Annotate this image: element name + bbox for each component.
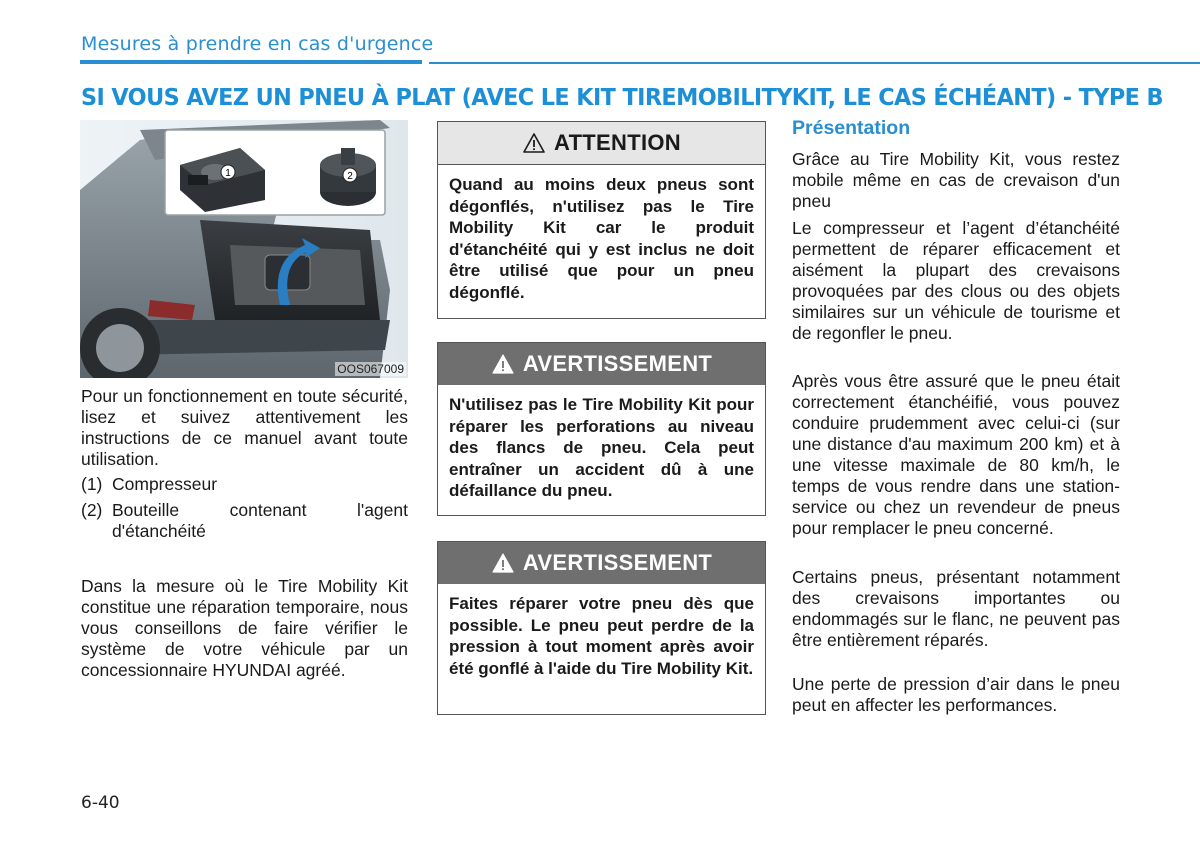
warning-body: Faites réparer votre pneu dès que possible. Le pneu peut perdre de la pression à tout moment après avoir été gonflé à l'aide du Tire Mobility Kit.	[449, 594, 754, 678]
callout-2: 2	[347, 171, 353, 182]
legend-number: (1)	[81, 474, 103, 494]
figure-code: OOS067009	[337, 362, 404, 376]
warning-triangle-icon	[522, 132, 546, 154]
warning-header	[438, 542, 765, 584]
presentation-paragraph: Le compresseur et l’agent d’étanchéité permettent de réparer efficacement et aisément la plupart des crevaisons provoquées par des clous ou des objets similaires sur un véhicule de tourisme et de regonfler le pneu.	[792, 218, 1120, 343]
attention-title: ATTENTION	[554, 130, 681, 155]
section-header: Mesures à prendre en cas d'urgence	[81, 33, 434, 55]
trunk-photo	[80, 120, 408, 378]
attention-body: Quand au moins deux pneus sont dégonflés, n'utilisez pas le Tire Mobility Kit car le produit d'étanchéité qui y est inclus ne doit être utilisé que pour un pneu dégonflé.	[449, 175, 754, 302]
page-title: SI VOUS AVEZ UN PNEU À PLAT (AVEC LE KIT TIREMOBILITYKIT, LE CAS ÉCHÉANT) - TYPE B	[81, 85, 1163, 111]
warning-box	[437, 541, 766, 715]
legend-item	[81, 474, 408, 495]
header-rule-thin	[429, 62, 1200, 64]
warning-title: AVERTISSEMENT	[522, 550, 713, 575]
intro-paragraph: Pour un fonctionnement en toute sécurité, lisez et suivez attentivement les instructions de ce manuel avant toute utilisation.	[81, 386, 408, 469]
warning-header	[438, 343, 765, 385]
attention-box	[437, 121, 766, 319]
warning-triangle-icon	[491, 552, 515, 574]
presentation-paragraph: Une perte de pression d’air dans le pneu peut en affecter les performances.	[792, 674, 1120, 715]
callout-1: 1	[225, 168, 231, 179]
page-number: 6-40	[81, 793, 120, 813]
legend-list	[81, 474, 408, 547]
warning-box	[437, 342, 766, 516]
note-paragraph: Dans la mesure où le Tire Mobility Kit constitue une réparation temporaire, nous vous conseillons de faire vérifier le système de votre véhicule par un concessionnaire HYUNDAI agréé.	[81, 576, 408, 680]
presentation-paragraph: Après vous être assuré que le pneu était correctement étanchéifié, vous pouvez conduire prudemment avec celui-ci (sur une distance d'au maximum 200 km) et à une vitesse maximale de 80 km/h, le temps de vous rendre dans une station-service ou chez un revendeur de pneus pour remplacer le pneu concerné.	[792, 371, 1120, 538]
presentation-paragraph: Certains pneus, présentant notamment des crevaisons importantes ou endommagés sur le flanc, ne peuvent pas être entièrement réparés.	[792, 567, 1120, 650]
warning-title: AVERTISSEMENT	[522, 351, 713, 376]
presentation-heading: Présentation	[792, 117, 911, 139]
warning-triangle-icon	[491, 353, 515, 375]
header-rule	[80, 60, 422, 64]
legend-number: (2)	[81, 500, 103, 520]
legend-item	[81, 500, 408, 542]
legend-text: Compresseur	[112, 474, 218, 494]
attention-header	[438, 122, 765, 165]
presentation-paragraph: Grâce au Tire Mobility Kit, vous restez mobile même en cas de crevaison d'un pneu	[792, 149, 1120, 211]
legend-text: Bouteille contenant l'agent d'étanchéité	[112, 500, 408, 541]
kit-illustration	[80, 120, 408, 378]
warning-body: N'utilisez pas le Tire Mobility Kit pour réparer les perforations au niveau des flancs de pneu. Cela peut entraîner un accident dû à une défaillance du pneu.	[449, 395, 754, 500]
